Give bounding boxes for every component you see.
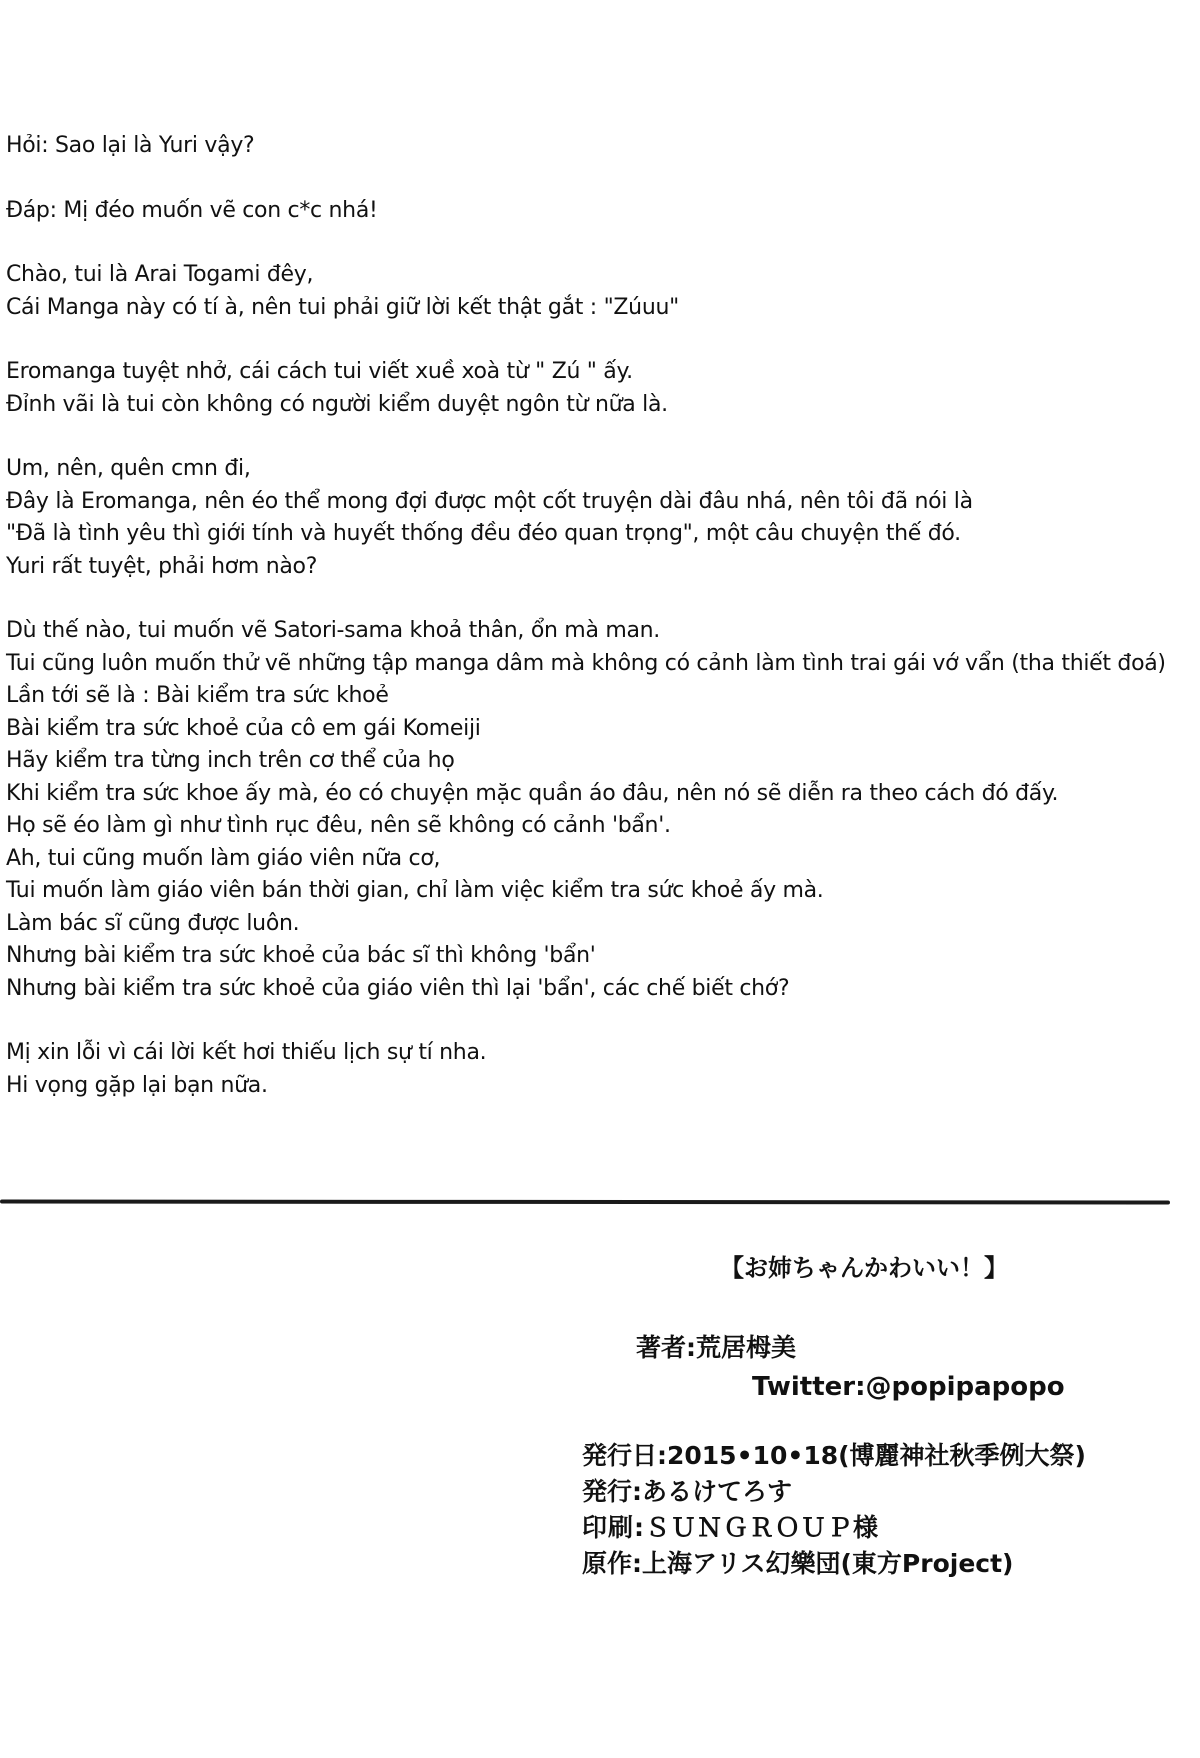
- text-line: Hỏi: Sao lại là Yuri vậy?: [6, 133, 255, 158]
- text-line: Cái Manga này có tí à, nên tui phải giữ lời kết thật gắt : "Zúuu": [6, 294, 679, 320]
- text-line: Tui muốn làm giáo viên bán thời gian, chỉ làm việc kiểm tra sức khoẻ ấy mà.: [6, 878, 824, 903]
- printer: 印刷:ＳＵＮＧＲＯＵＰ様: [582, 1513, 879, 1542]
- text-line: Dù thế nào, tui muốn vẽ Satori-sama khoả thân, ổn mà man.: [6, 618, 660, 643]
- text-line: Đỉnh vãi là tui còn không có người kiểm duyệt ngôn từ nữa là.: [6, 391, 668, 417]
- text-line: Mị xin lỗi vì cái lời kết hơi thiếu lịch sự tí nha.: [6, 1040, 487, 1065]
- book-title: 【お姉ちゃんかわいい！】: [720, 1254, 1008, 1282]
- publisher: 発行:あるけてろす: [582, 1477, 792, 1506]
- text-line: Ah, tui cũng muốn làm giáo viên nữa cơ,: [6, 845, 441, 871]
- text-line: "Đã là tình yêu thì giới tính và huyết thống đều đéo quan trọng", một câu chuyện thế đó.: [6, 521, 961, 546]
- text-line: Eromanga tuyệt nhở, cái cách tui viết xuề xoà từ " Zú " ấy.: [6, 359, 633, 384]
- text-line: Họ sẽ éo làm gì như tình rục đêu, nên sẽ không có cảnh 'bẩn'.: [6, 813, 671, 838]
- text-line: Làm bác sĩ cũng được luôn.: [6, 910, 300, 936]
- publication-date: 発行日:2015•10•18(博麗神社秋季例大祭): [582, 1441, 1086, 1470]
- text-line: Nhưng bài kiểm tra sức khoẻ của giáo viên thì lại 'bẩn', các chế biết chớ?: [6, 975, 790, 1001]
- text-line: Tui cũng luôn muốn thử vẽ những tập manga dâm mà không có cảnh làm tình trai gái vớ vẩn (tha thiết đoá): [6, 650, 1166, 676]
- text-line: Lần tới sẽ là : Bài kiểm tra sức khoẻ: [6, 683, 389, 708]
- text-line: Yuri rất tuyệt, phải hơm nào?: [6, 553, 318, 579]
- original-work: 原作:上海アリス幻樂団(東方Project): [582, 1549, 1014, 1578]
- text-line: Chào, tui là Arai Togami đêy,: [6, 262, 314, 287]
- text-line: Đáp: Mị đéo muốn vẽ con c*c nhá!: [6, 197, 378, 223]
- text-line: Hãy kiểm tra từng inch trên cơ thể của họ: [6, 748, 455, 773]
- text-line: Bài kiểm tra sức khoẻ của cô em gái Komeiji: [6, 715, 481, 741]
- author-credit: 著者:荒居栂美: [636, 1333, 796, 1362]
- text-line: Hi vọng gặp lại bạn nữa.: [6, 1072, 268, 1098]
- text-line: Đây là Eromanga, nên éo thể mong đợi được một cốt truyện dài đâu nhá, nên tôi đã nói là: [6, 488, 973, 514]
- text-line: Um, nên, quên cmn đi,: [6, 456, 251, 481]
- text-line: Nhưng bài kiểm tra sức khoẻ của bác sĩ thì không 'bẩn': [6, 943, 596, 968]
- text-line: Khi kiểm tra sức khoe ấy mà, éo có chuyện mặc quần áo đâu, nên nó sẽ diễn ra theo cách đó đấy.: [6, 780, 1059, 806]
- twitter-handle: Twitter:@popipapopo: [752, 1372, 1065, 1402]
